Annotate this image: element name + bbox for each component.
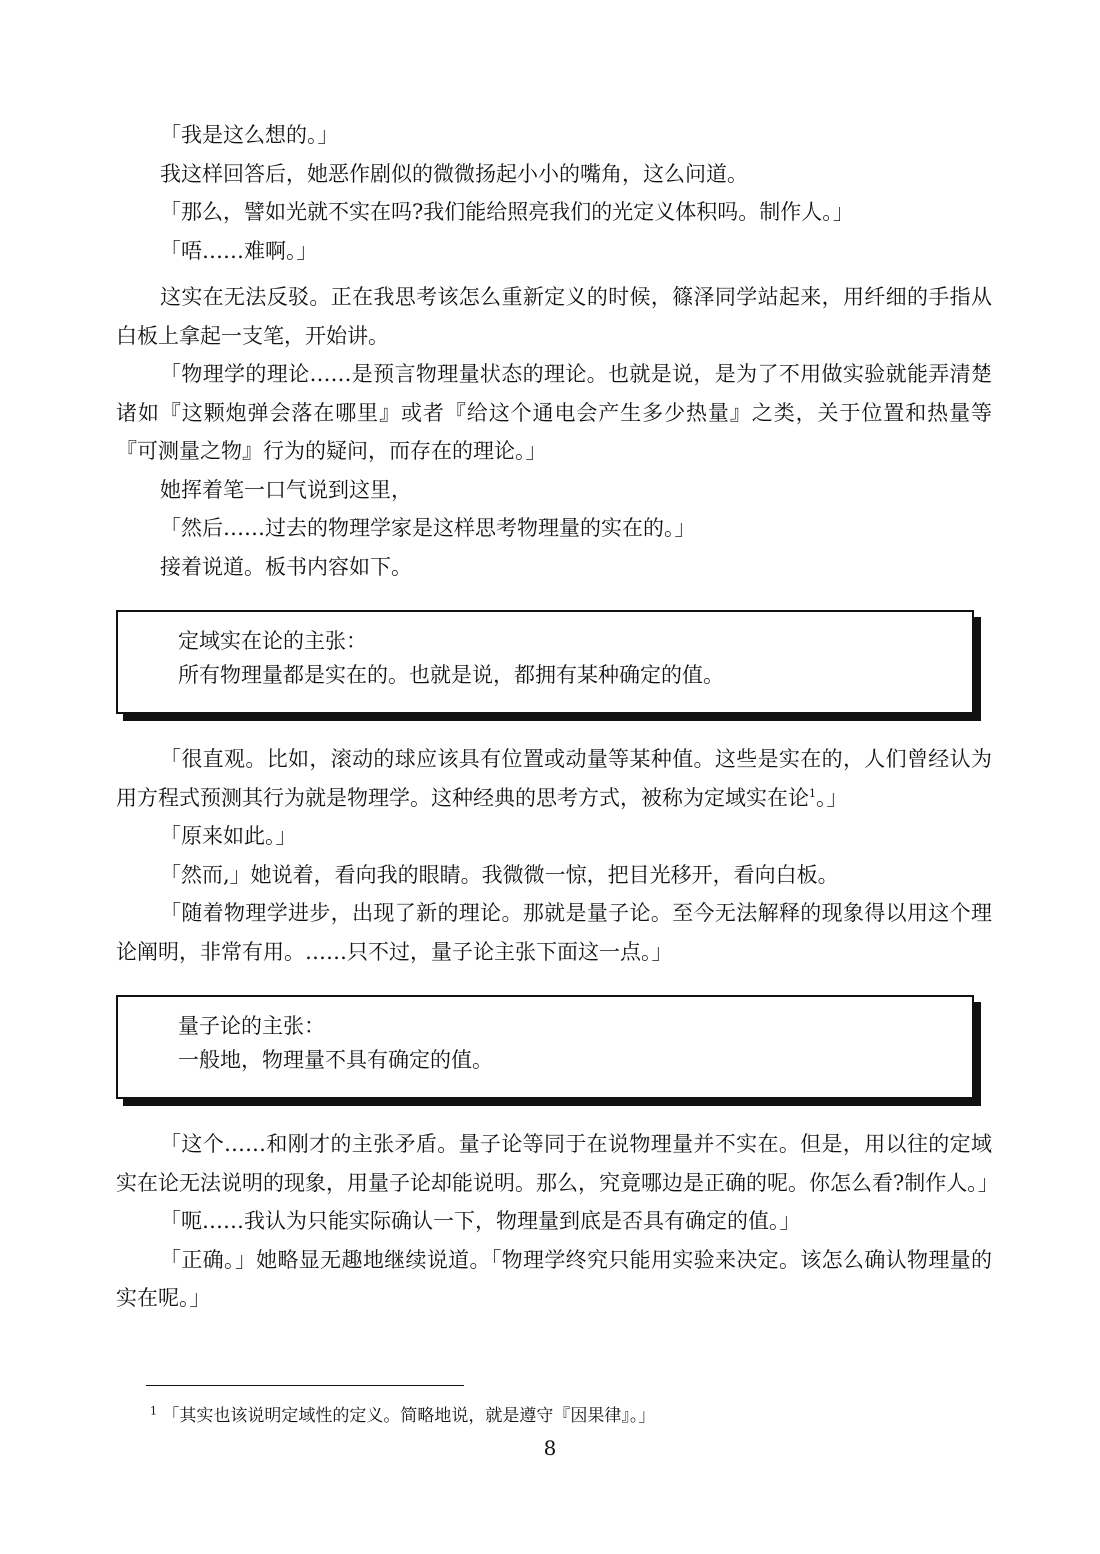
paragraph: 「呃……我认为只能实际确认一下，物理量到底是否具有确定的值。」 bbox=[160, 1209, 801, 1233]
box-title: 定域实在论的主张： bbox=[178, 629, 367, 653]
paragraph: 这实在无法反驳。正在我思考该怎么重新定义的时候，篠泽同学站起来，用纤细的手指从白板上拿起一支笔，开始讲。 bbox=[116, 285, 992, 348]
page-number: 8 bbox=[543, 1436, 557, 1460]
paragraph: 「然后……过去的物理学家是这样思考物理量的实在的。」 bbox=[160, 516, 696, 540]
paragraph: 「唔……难啊。」 bbox=[160, 238, 318, 263]
paragraph: 「物理学的理论……是预言物理量状态的理论。也就是说，是为了不用做实验就能弄清楚诸如『这颗炮弹会落在哪里』或者『给这个通电会产生多少热量』之类，关于位置和热量等『可测量之物』行为的疑问，而存在的理论。」 bbox=[116, 362, 992, 463]
paragraph bbox=[116, 740, 992, 817]
paragraph-text-end: 。」 bbox=[816, 785, 848, 810]
paragraph: 「那么，譬如光就不实在吗?我们能给照亮我们的光定义体积吗。制作人。」 bbox=[160, 200, 854, 224]
box-body: 所有物理量都是实在的。也就是说，都拥有某种确定的值。 bbox=[178, 663, 724, 687]
claim-box-local-realism bbox=[116, 610, 974, 714]
claim-box-quantum-theory bbox=[116, 995, 974, 1099]
paragraph: 「随着物理学进步，出现了新的理论。那就是量子论。至今无法解释的现象得以用这个理论阐明，非常有用。……只不过，量子论主张下面这一点。」 bbox=[116, 901, 992, 964]
paragraph: 「正确。」她略显无趣地继续说道。「物理学终究只能用实验来决定。该怎么确认物理量的实在呢。」 bbox=[116, 1247, 992, 1310]
paragraph: 「我是这么想的。」 bbox=[160, 123, 339, 147]
paragraph: 接着说道。板书内容如下。 bbox=[160, 554, 412, 579]
paragraph: 她挥着笔一口气说到这里， bbox=[160, 477, 412, 502]
footnote bbox=[150, 1404, 655, 1428]
paragraph: 「然而,」她说着，看向我的眼睛。我微微一惊，把目光移开，看向白板。 bbox=[160, 862, 839, 887]
paragraph: 我这样回答后，她恶作剧似的微微扬起小小的嘴角，这么问道。 bbox=[160, 161, 748, 186]
paragraph: 「这个……和刚才的主张矛盾。量子论等同于在说物理量并不实在。但是，用以往的定域实在论无法说明的现象，用量子论却能说明。那么，究竟哪边是正确的呢。你怎么看?制作人。」 bbox=[116, 1132, 999, 1195]
box-body: 一般地，物理量不具有确定的值。 bbox=[178, 1048, 493, 1072]
paragraph: 「原来如此。」 bbox=[160, 824, 297, 848]
footnote-text: 「其实也该说明定域性的定义。简略地说，就是遵守『因果律』。」 bbox=[162, 1406, 656, 1426]
paragraph-text: 「很直观。比如，滚动的球应该具有位置或动量等某种值。这些是实在的，人们曾经认为用方程式预测其行为就是物理学。这种经典的思考方式，被称为定域实在论 bbox=[116, 747, 992, 810]
body-text bbox=[116, 116, 999, 1318]
footnote-marker: 1 bbox=[150, 1404, 157, 1418]
footnote-reference[interactable]: 1 bbox=[809, 786, 816, 800]
box-title: 量子论的主张： bbox=[178, 1014, 325, 1038]
footnote-divider bbox=[146, 1385, 464, 1386]
